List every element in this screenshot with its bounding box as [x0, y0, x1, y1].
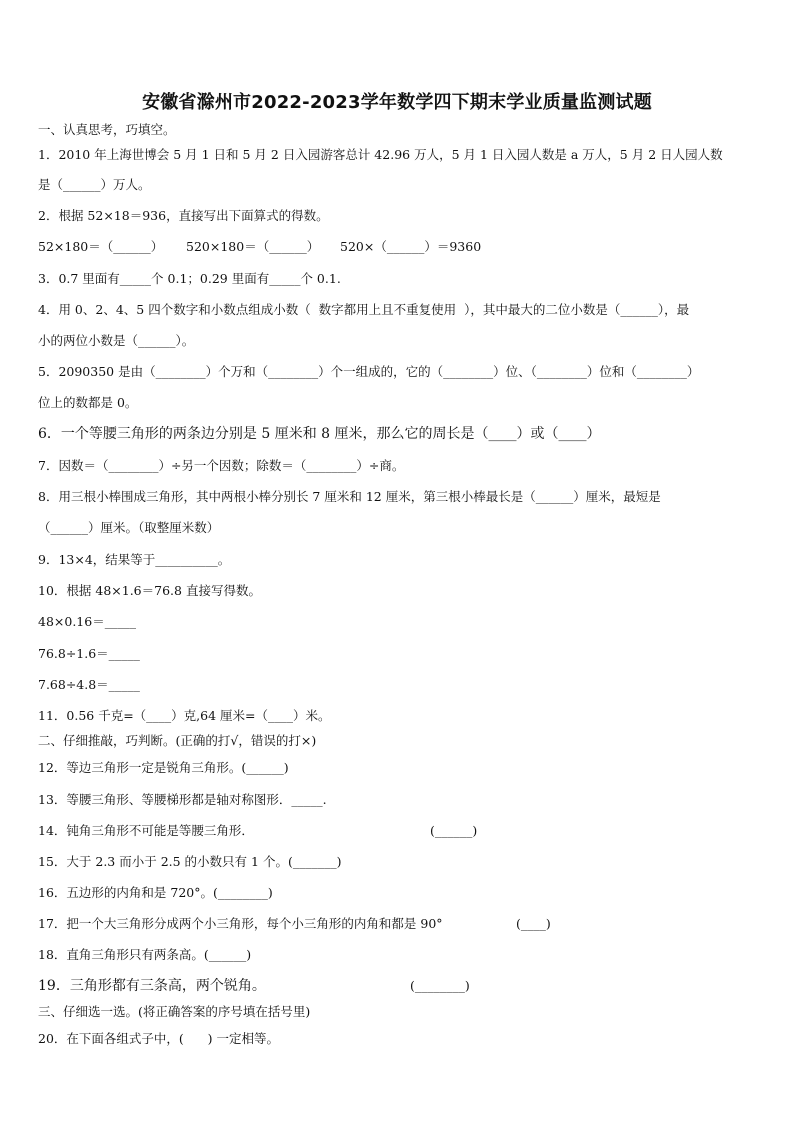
question-9: 9．13×4，结果等于__________。: [38, 552, 231, 567]
question-4-line-2: 小的两位小数是（______）。: [38, 333, 195, 348]
question-18: 18．直角三角形只有两条高。(______): [38, 947, 252, 962]
question-6: 6．一个等腰三角形的两条边分别是 5 厘米和 8 厘米，那么它的周长是（____）或（____）: [38, 426, 601, 442]
question-17: 17．把一个大三角形分成两个小三角形，每个小三角形的内角和都是 90°: [38, 916, 443, 931]
section-heading-1: 一、认真思考，巧填空。: [38, 122, 176, 137]
question-4-line-1: 4．用 0、2、4、5 四个数字和小数点组成小数（ 数字都用上且不重复使用 ），其中最大的二位小数是（______），最: [38, 302, 690, 317]
question-2-item-a: 52×180＝（______）: [38, 239, 164, 254]
question-14: 14．钝角三角形不可能是等腰三角形．: [38, 823, 254, 838]
question-13: 13．等腰三角形、等腰梯形都是轴对称图形．_____.: [38, 792, 327, 807]
question-10: 10．根据 48×1.6＝76.8 直接写得数。: [38, 583, 261, 598]
question-14-answer-slot: (______): [430, 823, 478, 838]
section-heading-3: 三、仔细选一选。(将正确答案的序号填在括号里): [38, 1004, 311, 1019]
question-19-answer-slot: (________): [410, 978, 470, 993]
question-10-item-a: 48×0.16＝_____: [38, 614, 136, 629]
page-title: 安徽省滁州市2022-2023学年数学四下期末学业质量监测试题: [142, 92, 652, 113]
question-10-item-b: 76.8÷1.6＝_____: [38, 646, 140, 661]
question-1-line-2: 是（______）万人。: [38, 177, 151, 192]
question-2-item-c: 520×（______）＝9360: [340, 239, 482, 254]
section-heading-2: 二、仔细推敲，巧判断。(正确的打√，错误的打×): [38, 733, 317, 748]
question-17-answer-slot: (____): [516, 916, 551, 931]
question-2-item-b: 520×180＝（______）: [186, 239, 320, 254]
question-3: 3．0.7 里面有_____个 0.1；0.29 里面有_____个 0.1.: [38, 271, 341, 286]
question-5-line-2: 位上的数都是 0。: [38, 395, 138, 410]
question-5-line-1: 5．2090350 是由（________）个万和（________）个一组成的，它的（________）位、（________）位和（________）: [38, 364, 700, 379]
question-2-line-1: 2．根据 52×18＝936，直接写出下面算式的得数。: [38, 208, 329, 223]
question-10-item-c: 7.68÷4.8＝_____: [38, 677, 140, 692]
question-11: 11．0.56 千克=（____）克,64 厘米=（____）米。: [38, 708, 331, 723]
question-8-line-1: 8．用三根小棒围成三角形，其中两根小棒分别长 7 厘米和 12 厘米，第三根小棒最长是（______）厘米，最短是: [38, 489, 661, 504]
question-8-line-2: （______）厘米。（取整厘米数）: [38, 520, 220, 535]
question-7: 7．因数＝（________）÷另一个因数；除数＝（________）÷商。: [38, 458, 405, 473]
question-20: 20．在下面各组式子中，( ) 一定相等。: [38, 1031, 279, 1046]
question-15: 15．大于 2.3 而小于 2.5 的小数只有 1 个。(_______): [38, 854, 342, 869]
question-1-line-1: 1．2010 年上海世博会 5 月 1 日和 5 月 2 日入园游客总计 42.96 万人，5 月 1 日入园人数是 a 万人，5 月 2 日人园人数: [38, 147, 723, 162]
question-12: 12．等边三角形一定是锐角三角形。(______): [38, 760, 289, 775]
question-19: 19．三角形都有三条高，两个锐角。: [38, 978, 266, 994]
question-16: 16．五边形的内角和是 720°。(________): [38, 885, 273, 900]
